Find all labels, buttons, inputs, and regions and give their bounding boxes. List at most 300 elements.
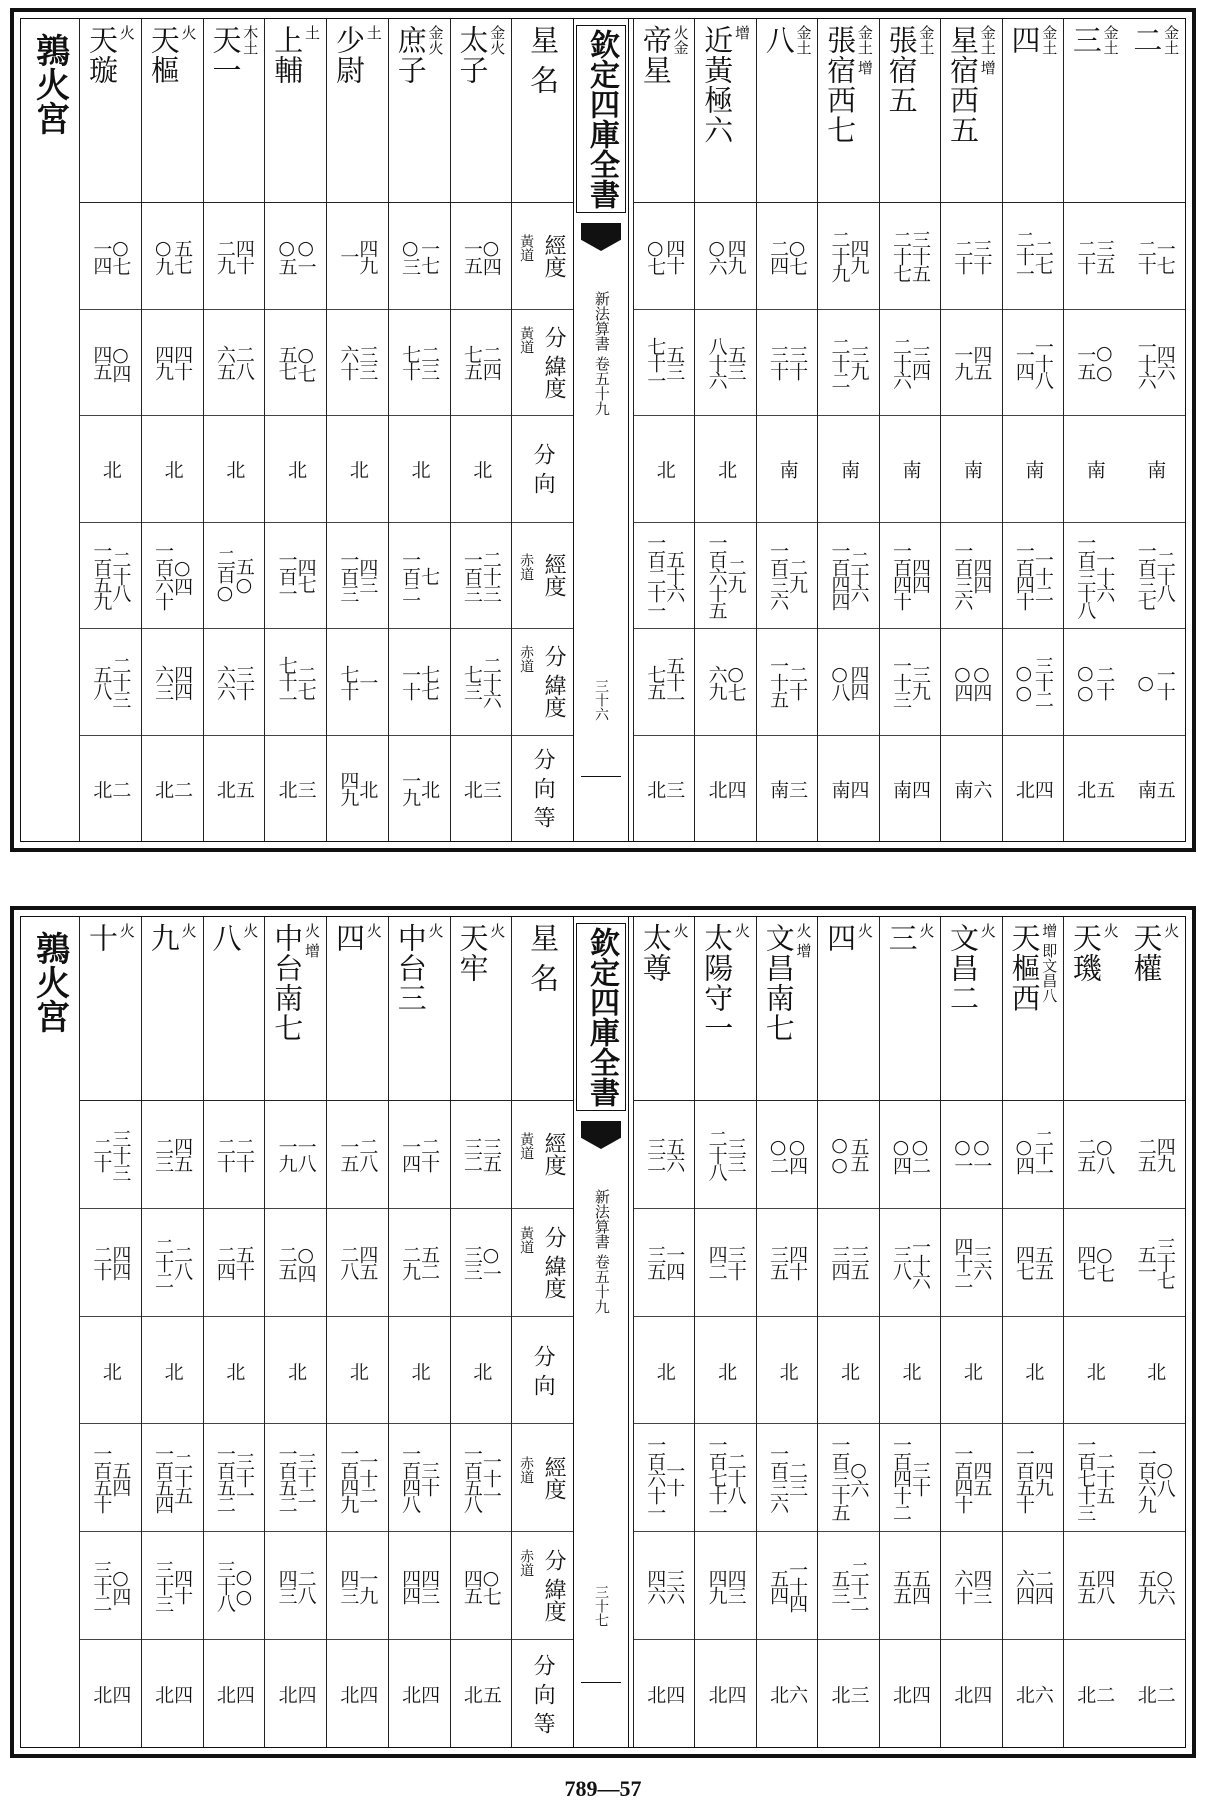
cell-value: 一五 — [337, 1137, 360, 1172]
cell-value: 四五 — [90, 345, 113, 380]
cell-value: 四三 — [337, 1568, 360, 1603]
cell-value: 四 — [724, 1685, 747, 1703]
table-cell — [818, 310, 878, 417]
star-note: 火 — [488, 923, 507, 938]
cell-value: 四四 — [171, 664, 194, 699]
fish-tail-mark — [581, 1121, 621, 1149]
cell-value: 北 — [90, 1685, 113, 1703]
cell-value: 七 — [418, 566, 441, 584]
star-column — [450, 917, 512, 1747]
table-cell — [1003, 203, 1063, 310]
cell-value: 一十五 — [767, 656, 790, 708]
table-cell — [204, 1424, 265, 1532]
cell-value: 五七 — [171, 238, 194, 273]
cell-value: ○七 — [644, 237, 667, 275]
cell-value: ○七 — [294, 343, 317, 381]
cell-value: 北 — [705, 779, 728, 797]
table-cell — [1064, 1640, 1124, 1747]
top-right-table — [633, 19, 1185, 841]
header-ecliptic-longitude: 經度 — [541, 233, 567, 278]
cell-value: 一百五二 — [275, 1443, 298, 1512]
table-cell — [451, 310, 512, 417]
cell-value: 四三 — [724, 1568, 747, 1603]
cell-value: 一百五八 — [460, 1443, 483, 1512]
table-cell — [142, 203, 203, 310]
cell-value: 一百五二 — [213, 1443, 236, 1512]
table-cell — [80, 1101, 141, 1209]
cell-value: 四 — [109, 1685, 132, 1703]
cell-value: 三五 — [767, 1245, 790, 1280]
cell-value: 三十二 — [294, 1452, 317, 1504]
star-name: 太子 — [455, 25, 490, 85]
star-name: 天璇 — [85, 25, 119, 85]
table-cell — [451, 416, 512, 523]
cell-value: 六九 — [705, 664, 728, 699]
header-ecliptic-latitude: 分 緯度 — [541, 1225, 567, 1299]
table-cell — [1125, 416, 1185, 523]
cell-value: 七三 — [460, 664, 483, 699]
cell-value: 八十六 — [705, 336, 728, 388]
cell-value: 一十一 — [479, 1452, 502, 1504]
table-cell — [1003, 1317, 1063, 1425]
cell-value: 四七 — [1012, 1245, 1035, 1280]
table-cell — [1125, 310, 1185, 417]
table-cell — [204, 1209, 265, 1317]
star-note: 金土 — [1101, 25, 1120, 55]
cell-value: 北 — [356, 779, 379, 797]
cell-value: ○六 — [847, 1459, 870, 1497]
star-name: 天權 — [1129, 923, 1164, 983]
header-equatorial-latitude: 分 緯度 — [541, 645, 567, 719]
cell-value: 南 — [1022, 460, 1045, 478]
palace-title: 鶉火宮 — [29, 931, 70, 1033]
cell-value: 二八 — [232, 345, 255, 380]
cell-value: 北 — [1144, 1361, 1167, 1379]
cell-value: 四五 — [356, 1245, 379, 1280]
cell-value: 一百七十一 — [705, 1435, 728, 1521]
cell-value: 四五 — [460, 1568, 483, 1603]
cell-value: 二十三 — [109, 656, 132, 708]
star-note: 金土 — [1162, 25, 1181, 55]
cell-value: 南 — [1144, 460, 1167, 478]
star-name: 二 — [1129, 25, 1164, 55]
cell-value: 一四 — [663, 1245, 686, 1280]
cell-value: 北 — [408, 460, 431, 478]
table-cell — [880, 1209, 940, 1317]
star-note: 金土 增 — [855, 25, 874, 75]
star-name: 太尊 — [638, 923, 673, 983]
star-name: 文昌南七 — [761, 923, 796, 1043]
cell-value: 五六 — [663, 1137, 686, 1172]
star-column — [264, 19, 326, 841]
cell-value: 二九 — [786, 558, 809, 593]
cell-value: 北 — [99, 460, 122, 478]
table-cell — [451, 1532, 512, 1640]
star-note: 火 — [117, 25, 136, 40]
cell-value: 五 — [479, 1685, 502, 1703]
cell-value: 三十 — [786, 345, 809, 380]
star-name: 天璣 — [1068, 923, 1103, 983]
cell-value: 北 — [152, 779, 175, 797]
star-column — [388, 19, 450, 841]
cell-value: ○六 — [1153, 1567, 1176, 1605]
table-cell — [880, 1640, 940, 1747]
cell-value: ○一 — [951, 1135, 974, 1173]
table-cell — [634, 1640, 694, 1747]
cell-value: 三十三 — [152, 1560, 175, 1612]
table-cell — [389, 1209, 450, 1317]
cell-value: 北 — [1074, 779, 1097, 797]
table-cell — [327, 523, 388, 630]
table-cell — [880, 416, 940, 523]
star-note: 金土 增 — [978, 25, 997, 75]
table-cell — [80, 310, 141, 417]
cell-value: 一百二十一 — [644, 532, 667, 618]
table-cell — [941, 416, 1001, 523]
cell-value: 一十 — [663, 1460, 686, 1495]
cell-value: 北 — [161, 1361, 184, 1379]
cell-value: 北 — [337, 1685, 360, 1703]
table-cell — [265, 629, 326, 736]
table-cell — [941, 736, 1001, 842]
star-note: 火 增 — [303, 923, 321, 958]
cell-value: 北 — [346, 1361, 369, 1379]
cell-value: ○ — [1134, 671, 1157, 692]
table-cell — [1125, 203, 1185, 310]
table-cell — [142, 1317, 203, 1425]
table-cell — [142, 310, 203, 417]
cell-value: 五一 — [1134, 1245, 1157, 1280]
cell-value: 一五 — [460, 238, 483, 273]
cell-value: ○一 — [479, 1243, 502, 1281]
cell-value: 二五 — [275, 1245, 298, 1280]
cell-value: 四九 — [1153, 1137, 1176, 1172]
cell-value: 一十三 — [889, 656, 912, 708]
table-cell — [1125, 736, 1185, 842]
cell-value: 五九 — [1134, 1568, 1157, 1603]
star-name: 十 — [85, 923, 119, 953]
cell-value: 三 — [786, 779, 809, 797]
star-note: 火 — [179, 923, 198, 938]
cell-value: 六四 — [1012, 1568, 1035, 1603]
cell-value: 北 — [951, 1685, 974, 1703]
cell-value: 四九 — [847, 238, 870, 273]
table-cell — [204, 629, 265, 736]
star-note: 金火 — [488, 25, 507, 55]
cell-value: 四十 — [171, 345, 194, 380]
star-name: 九 — [146, 923, 181, 953]
cell-value: 五五 — [1031, 1245, 1054, 1280]
cell-value: 北 — [899, 1361, 922, 1379]
cell-value: 三十八 — [213, 1560, 236, 1612]
top-page — [10, 8, 1196, 852]
cell-value: 一百六九 — [1134, 1443, 1157, 1512]
cell-value: 二百○ — [213, 548, 236, 603]
cell-value: 一 — [356, 673, 379, 691]
table-cell — [941, 1640, 1001, 1747]
cell-value: 二十八 — [1153, 549, 1176, 601]
star-name: 天牢 — [455, 923, 490, 983]
cell-value: 六 — [786, 1685, 809, 1703]
cell-value: ○四 — [109, 343, 132, 381]
cell-value: 四四 — [109, 1245, 132, 1280]
header-equatorial-label: 赤道 — [518, 553, 535, 582]
table-cell — [757, 736, 817, 842]
cell-value: 四 — [232, 1685, 255, 1703]
table-cell — [634, 1209, 694, 1317]
table-cell — [634, 1101, 694, 1209]
star-column — [141, 917, 203, 1747]
star-name: 少尉 — [332, 25, 366, 85]
cell-value: 二十六 — [479, 656, 502, 708]
star-column — [264, 917, 326, 1747]
table-cell — [757, 310, 817, 417]
header-equatorial-longitude: 經度 — [541, 553, 567, 598]
cell-value: 三十一 — [232, 1452, 255, 1504]
table-cell — [80, 1424, 141, 1532]
table-cell — [389, 1424, 450, 1532]
cell-value: 五十六 — [663, 549, 686, 601]
cell-value: 二四 — [213, 1245, 236, 1280]
cell-value: 四六 — [1153, 345, 1176, 380]
cell-value: 三八 — [889, 1245, 912, 1280]
cell-value: 北 — [644, 1685, 667, 1703]
star-name-header: 星 名 — [526, 923, 561, 994]
cell-value: 四十 — [171, 1568, 194, 1603]
table-cell — [634, 523, 694, 630]
star-column — [879, 917, 940, 1747]
cell-value: 二十 — [1074, 238, 1097, 273]
table-cell — [1064, 203, 1124, 310]
star-note: 金土 — [794, 25, 813, 55]
star-column — [1063, 917, 1124, 1747]
book-spine — [573, 19, 629, 841]
star-note: 火 — [917, 923, 936, 938]
cell-value: 一百六十 — [152, 541, 175, 610]
cell-value: 一百三十五 — [828, 1435, 851, 1521]
table-cell — [389, 1532, 450, 1640]
star-name: 天樞西 — [1007, 923, 1042, 1013]
cell-value: 三四 — [828, 1245, 851, 1280]
cell-value: 四四 — [399, 1568, 422, 1603]
table-cell — [1064, 523, 1124, 630]
star-column — [450, 19, 512, 841]
star-note: 火 — [733, 923, 752, 938]
cell-value: 北 — [1022, 1361, 1045, 1379]
table-cell — [389, 1640, 450, 1747]
cell-value: 五五 — [847, 1137, 870, 1172]
header-ecliptic-label: 黃道 — [518, 233, 535, 262]
cell-value: 南 — [776, 460, 799, 478]
table-cell — [695, 1424, 755, 1532]
table-cell — [695, 1532, 755, 1640]
table-cell — [389, 523, 450, 630]
cell-value: 三 — [663, 779, 686, 797]
table-cell — [634, 629, 694, 736]
cell-value: 一百三十八 — [1074, 532, 1097, 618]
cell-value: 南 — [838, 460, 861, 478]
cell-value: 一百四四 — [828, 541, 851, 610]
table-cell — [757, 629, 817, 736]
star-name: 八 — [761, 25, 796, 55]
table-cell — [327, 203, 388, 310]
cell-value: 一百二 — [399, 549, 422, 601]
table-cell — [327, 1532, 388, 1640]
cell-value: 四十 — [232, 238, 255, 273]
cell-value: 南 — [960, 460, 983, 478]
star-name: 四 — [823, 923, 858, 953]
cell-value: ○八 — [1093, 1135, 1116, 1173]
cell-value: 北 — [223, 460, 246, 478]
cell-value: 四 — [1031, 779, 1054, 797]
cell-value: 南 — [889, 779, 912, 797]
cell-value: 北 — [346, 460, 369, 478]
table-cell — [818, 629, 878, 736]
cell-value: 三三 — [460, 1245, 483, 1280]
table-cell — [695, 1101, 755, 1209]
table-cell — [451, 203, 512, 310]
star-column — [633, 917, 694, 1747]
cell-value: 一百五十 — [90, 1443, 113, 1512]
cell-value: 五 — [1093, 779, 1116, 797]
cell-value: 二九 — [399, 1245, 422, 1280]
cell-value: 二十 — [951, 238, 974, 273]
cell-value: 二十 — [90, 1245, 113, 1280]
cell-value: 三十 — [767, 345, 790, 380]
cell-value: 一百五十 — [1012, 1443, 1035, 1512]
cell-value: 一百六十五 — [705, 532, 728, 618]
cell-value: 北 — [838, 1361, 861, 1379]
table-cell — [327, 1640, 388, 1747]
table-cell — [451, 1424, 512, 1532]
table-cell — [757, 203, 817, 310]
cell-value: 四七 — [294, 558, 317, 593]
star-column — [879, 19, 940, 841]
table-cell — [941, 1317, 1001, 1425]
table-cell — [880, 1424, 940, 1532]
table-cell — [941, 203, 1001, 310]
star-name: 中台三 — [393, 923, 428, 1013]
star-column — [79, 19, 141, 841]
table-cell — [634, 203, 694, 310]
star-column — [817, 917, 878, 1747]
header-direction: 分 向 — [530, 443, 556, 495]
cell-value: ○四 — [786, 1135, 809, 1173]
cell-value: 南 — [828, 779, 851, 797]
table-cell — [265, 1640, 326, 1747]
cell-value: 一百三 — [460, 549, 483, 601]
star-name: 三 — [1068, 25, 1103, 55]
table-cell — [142, 1532, 203, 1640]
star-column — [1125, 917, 1185, 1747]
cell-value: 北 — [460, 779, 483, 797]
table-cell — [818, 1640, 878, 1747]
cell-value: ○四 — [970, 663, 993, 701]
cell-value: 五○ — [232, 556, 255, 594]
table-cell — [880, 310, 940, 417]
table-cell — [1003, 1209, 1063, 1317]
star-name: 帝星 — [638, 25, 673, 85]
cell-value: 一百七十三 — [1074, 1435, 1097, 1521]
palace-column — [21, 19, 79, 841]
cell-value: 北 — [1083, 1361, 1106, 1379]
table-cell — [695, 1317, 755, 1425]
cell-value: 一十八 — [1031, 336, 1054, 388]
cell-value: 二十 — [1093, 664, 1116, 699]
cell-value: 北 — [213, 1685, 236, 1703]
cell-value: ○○ — [1012, 661, 1035, 702]
cell-value: 五八 — [90, 664, 113, 699]
table-cell — [1064, 1317, 1124, 1425]
table-cell — [880, 1532, 940, 1640]
table-cell — [1125, 1209, 1185, 1317]
star-column — [141, 19, 203, 841]
cell-value: 一五 — [1074, 345, 1097, 380]
table-cell — [451, 1317, 512, 1425]
cell-value: ○○ — [1093, 342, 1116, 383]
cell-value: 南 — [767, 779, 790, 797]
star-name: 三 — [884, 923, 919, 953]
table-cell — [204, 523, 265, 630]
cell-value: 三三 — [724, 1137, 747, 1172]
table-cell — [818, 1424, 878, 1532]
cell-value: 一九 — [356, 1568, 379, 1603]
cell-value: 三 — [847, 1685, 870, 1703]
cell-value: ○七 — [786, 237, 809, 275]
table-cell — [757, 416, 817, 523]
header-ecliptic-label-2: 黃道 — [518, 325, 535, 354]
cell-value: 二十一 — [1031, 1128, 1054, 1180]
star-note: 木土 — [241, 25, 260, 55]
table-cell — [327, 310, 388, 417]
table-cell — [941, 523, 1001, 630]
table-cell — [142, 736, 203, 842]
cell-value: 一七 — [1153, 238, 1176, 273]
header-column — [511, 19, 573, 841]
cell-value: ○四 — [294, 1243, 317, 1281]
table-cell — [1003, 416, 1063, 523]
table-cell — [204, 736, 265, 842]
cell-value: 一七 — [418, 238, 441, 273]
table-cell — [80, 1640, 141, 1747]
table-cell — [757, 1317, 817, 1425]
cell-value: 四十二 — [951, 1236, 974, 1288]
table-cell — [80, 203, 141, 310]
star-name: 張宿五 — [884, 25, 919, 115]
cell-value: 一百三 — [337, 549, 360, 601]
star-column — [1125, 19, 1185, 841]
star-note: 火 — [426, 923, 445, 938]
cell-value: ○○ — [232, 1565, 255, 1606]
header-ecliptic-longitude: 經度 — [541, 1132, 567, 1177]
table-cell — [265, 1101, 326, 1209]
star-note: 土 — [303, 25, 321, 40]
cell-value: 二五 — [1074, 1137, 1097, 1172]
star-name: 張宿西七 — [823, 25, 858, 145]
star-column — [326, 917, 388, 1747]
volume-label: 新法算書 卷五十九 — [592, 291, 611, 416]
cell-value: 三六 — [663, 1568, 686, 1603]
table-cell — [818, 416, 878, 523]
cell-value: 二八 — [337, 1245, 360, 1280]
palace-title: 鶉火宮 — [29, 33, 70, 135]
cell-value: 二十 — [90, 1137, 113, 1172]
cell-value: 一四 — [399, 1137, 422, 1172]
cell-value: 三十二 — [90, 1560, 113, 1612]
cell-value: 二十 — [418, 1137, 441, 1172]
cell-value: 南 — [1083, 460, 1106, 478]
cell-value: 北 — [408, 1361, 431, 1379]
